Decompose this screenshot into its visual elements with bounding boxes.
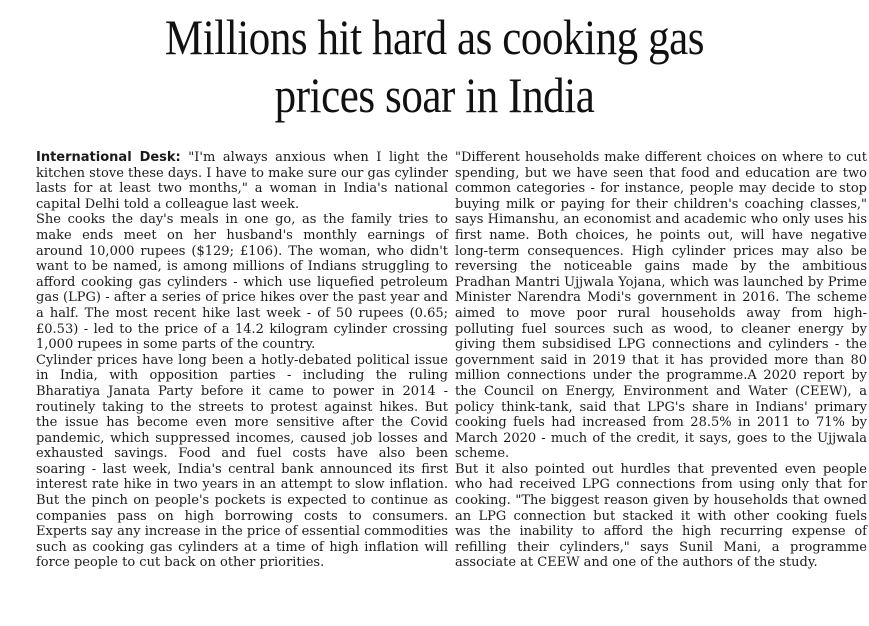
headline bbox=[61, 8, 808, 124]
article-paragraph-1 bbox=[36, 150, 448, 212]
article-column-left bbox=[36, 150, 448, 571]
headline-line-2: prices soar in India bbox=[274, 67, 595, 123]
article-column-right bbox=[455, 150, 867, 571]
headline-line-1: Millions hit hard as cooking gas bbox=[164, 9, 705, 65]
dateline: International Desk: bbox=[36, 150, 181, 165]
article-paragraph-2: She cooks the day's meals in one go, as the family tries to make ends meet on her husband's monthly earnings of around 10,000 rupees ($129; £106). The woman, who didn't want to be named, is among millions of Indians struggling to afford cooking gas cylinders - which use liquefied petroleum gas (LPG) - after a series of price hikes over the past year and a half. The most recent hike last week - of 50 rupees (0.65; £0.53) - led to the price of a 14.2 kilogram cylinder crossing 1,000 rupees in some parts of the country. bbox=[36, 212, 448, 353]
article-paragraph-3: Cylinder prices have long been a hotly-debated political issue in India, with opposition parties - including the ruling Bharatiya Janata Party before it came to power in 2014 - routinely taking to the streets to protest against hikes. But the issue has become even more sensitive after the Covid pandemic, which suppressed incomes, caused job losses and exhausted savings. Food and fuel costs have also been soaring - last week, India's central bank announced its first interest rate hike in two years in an attempt to slow inflation. But the pinch on people's pockets is expected to continue as companies pass on high borrowing costs to consumers. Experts say any increase in the price of essential commodities such as cooking gas cylinders at a time of high inflation will force people to cut back on other priorities. bbox=[36, 352, 448, 571]
article-paragraph-4: "Different households make different choices on where to cut spending, but we have seen that food and education are two common categories - for instance, people may decide to stop buying milk or paying for their children's coaching classes," says Himanshu, an economist and academic who only uses his first name. Both choices, he points out, will have negative long-term consequences. High cylinder prices may also be reversing the noticeable gains made by the ambitious Pradhan Mantri Ujjwala Yojana, which was launched by Prime Minister Narendra Modi's government in 2016. The scheme aimed to move poor rural households away from high-polluting fuel sources such as wood, to cleaner energy by giving them subsidised LPG connections and cylinders - the government said in 2019 that it has provided more than 80 million connections under the programme.A 2020 report by the Council on Energy, Environment and Water (CEEW), a policy think-tank, said that LPG's share in Indians' primary cooking fuels had increased from 28.5% in 2011 to 71% by March 2020 - much of the credit, it says, goes to the Ujjwala scheme. bbox=[455, 150, 867, 462]
paragraph-text: "I'm always anxious when I light the kitchen stove these days. I have to make sure our gas cylinder lasts for at least two months," a woman in India's national capital Delhi told a colleague last week. bbox=[36, 150, 448, 212]
article-paragraph-5: But it also pointed out hurdles that prevented even people who had received LPG connections from using only that for cooking. "The biggest reason given by households that owned an LPG connection but stacked it with other cooking fuels was the inability to afford the high recurring expense of refilling their cylinders," says Sunil Mani, a programme associate at CEEW and one of the authors of the study. bbox=[455, 461, 867, 571]
